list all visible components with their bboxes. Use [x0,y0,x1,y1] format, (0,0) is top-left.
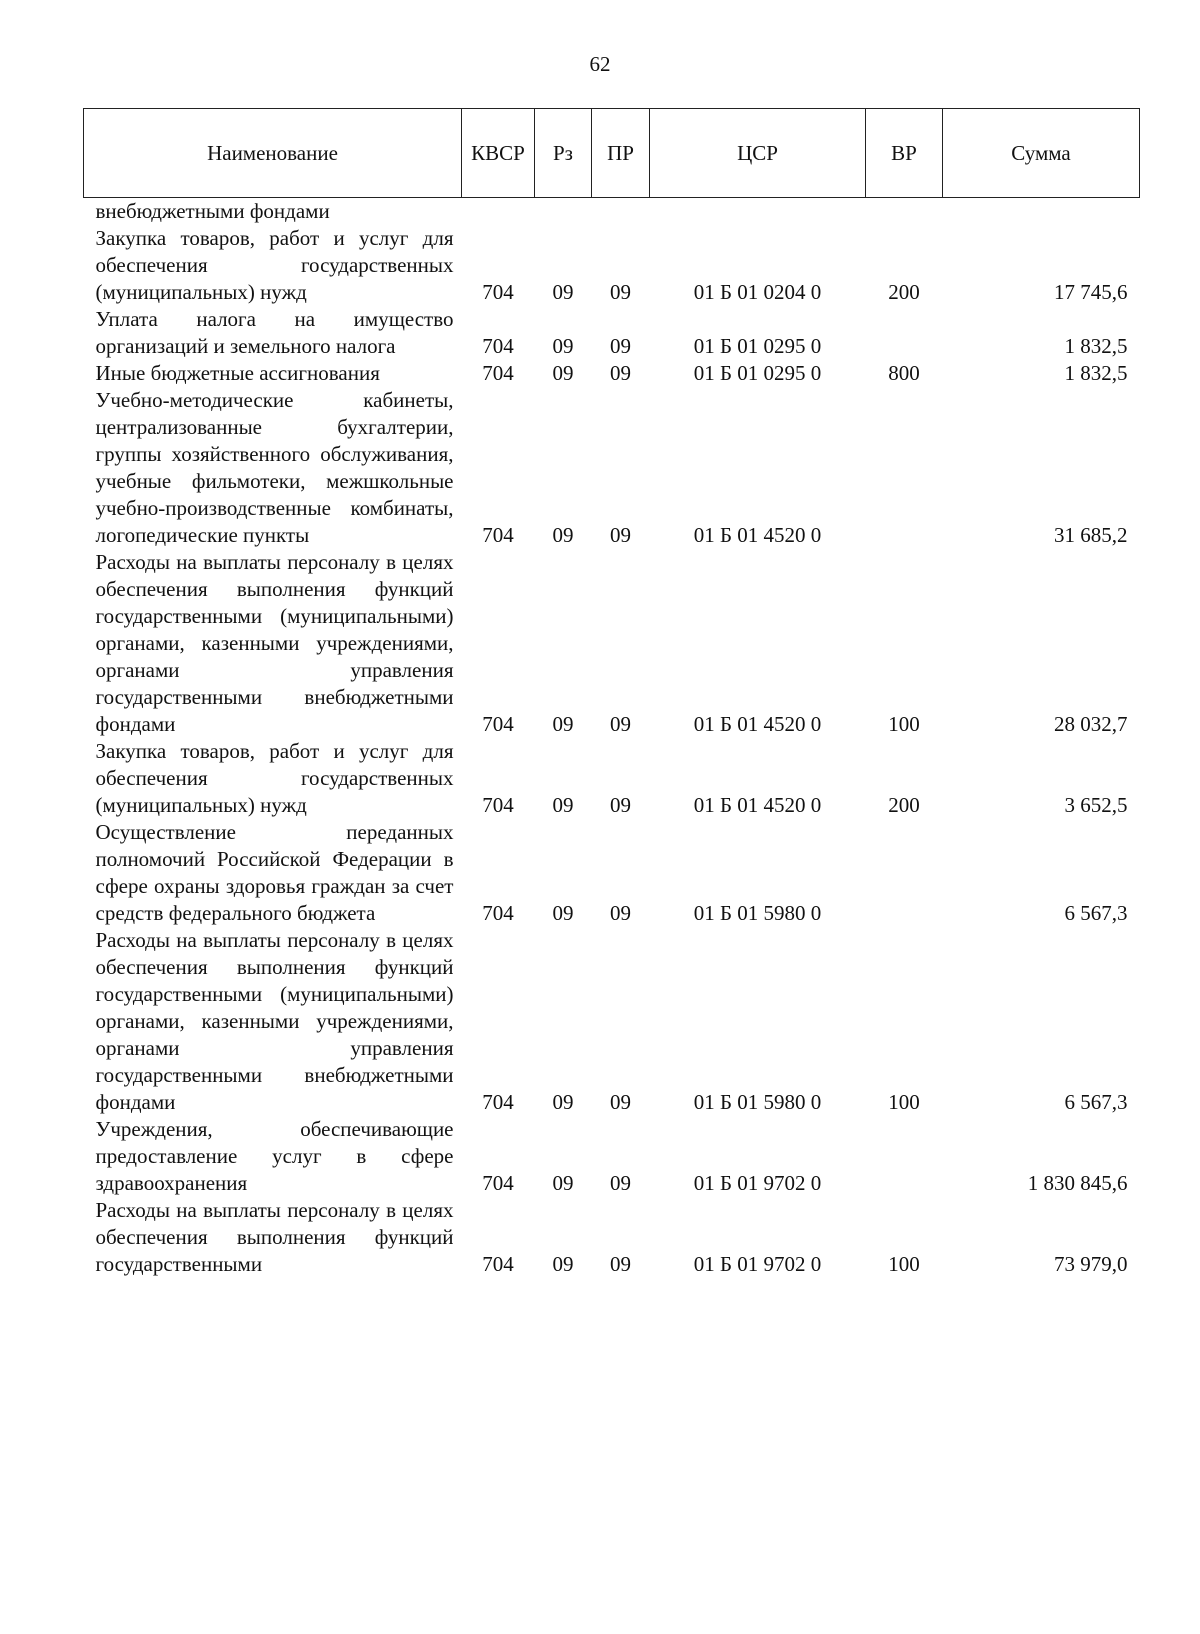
row-rz: 09 [552,1252,574,1276]
row-csr: 01 Б 01 0204 0 [693,280,822,304]
row-sum: 1 832,5 [1064,361,1128,385]
table-row [84,198,1140,226]
table-body [84,198,1140,1279]
row-rz: 09 [552,712,574,736]
row-name: Расходы на выплаты персоналу в целях обеспечения выполнения функций государственными (муниципальными) органами, казенными учреждениями, органами управления государственными внебюджетными фондами [95,550,454,736]
row-pr: 09 [610,1090,631,1114]
row-sum: 28 032,7 [1054,712,1128,736]
row-kvsr: 704 [482,793,514,817]
row-pr: 09 [610,1252,631,1276]
row-rz: 09 [552,334,574,358]
row-pr: 09 [610,793,631,817]
row-pr: 09 [610,901,631,925]
row-sum [943,198,1140,226]
table-row [84,225,1140,306]
page-number: 62 [589,52,611,76]
table-header [84,109,1140,198]
header-sum: Сумма [943,109,1140,198]
header-rz: Рз [535,109,592,198]
row-name: Закупка товаров, работ и услуг для обеспечения государственных (муниципальных) нужд [95,226,454,304]
row-rz: 09 [552,280,574,304]
row-vr: 100 [888,712,920,736]
row-kvsr: 704 [482,523,514,547]
row-csr: 01 Б 01 4520 0 [693,712,822,736]
row-csr: 01 Б 01 9702 0 [693,1171,822,1195]
row-pr: 09 [610,280,631,304]
row-kvsr: 704 [482,361,514,385]
row-name: Уплата налога на имущество организаций и земельного налога [95,307,454,358]
row-pr: 09 [610,1171,631,1195]
row-name: Учебно-методические кабинеты, централизованные бухгалтерии, группы хозяйственного обслуживания, учебные фильмотеки, межшкольные учебно-производственные комбинаты, логопедические пункты [95,388,454,547]
row-csr: 01 Б 01 9702 0 [693,1252,822,1276]
row-rz: 09 [552,1090,574,1114]
table-row [84,306,1140,360]
row-rz: 09 [552,523,574,547]
row-name: Закупка товаров, работ и услуг для обеспечения государственных (муниципальных) нужд [95,739,454,817]
row-kvsr: 704 [482,280,514,304]
row-vr [866,306,943,360]
row-sum: 3 652,5 [1064,793,1128,817]
row-kvsr: 704 [482,901,514,925]
row-kvsr: 704 [482,1090,514,1114]
row-sum: 17 745,6 [1054,280,1128,304]
row-sum: 31 685,2 [1054,523,1128,547]
table-row [84,360,1140,387]
table-row [84,387,1140,549]
row-sum: 73 979,0 [1054,1252,1128,1276]
row-name: Иные бюджетные ассигнования [95,361,380,385]
row-pr: 09 [610,712,631,736]
table-row [84,927,1140,1116]
row-csr: 01 Б 01 0295 0 [693,334,822,358]
row-name: внебюджетными фондами [95,199,330,223]
row-name: Учреждения, обеспечивающие предоставление услуг в сфере здравоохранения [95,1117,454,1195]
row-vr: 100 [888,1090,920,1114]
row-rz: 09 [552,361,574,385]
row-sum: 1 830 845,6 [1027,1171,1128,1195]
row-sum: 1 832,5 [1064,334,1128,358]
header-csr: ЦСР [650,109,866,198]
row-rz: 09 [552,1171,574,1195]
row-kvsr: 704 [482,334,514,358]
row-csr: 01 Б 01 5980 0 [693,1090,822,1114]
header-kvsr: КВСР [462,109,535,198]
row-rz: 09 [552,901,574,925]
header-row [84,109,1140,198]
row-vr: 100 [888,1252,920,1276]
table-row [84,819,1140,927]
row-kvsr [462,198,535,226]
header-vr: ВР [866,109,943,198]
row-pr [592,198,650,226]
row-pr: 09 [610,361,631,385]
row-rz: 09 [552,793,574,817]
row-vr: 800 [888,361,920,385]
row-vr: 200 [888,280,920,304]
table-row [84,738,1140,819]
table-row [84,1197,1140,1278]
row-pr: 09 [610,334,631,358]
budget-table [83,108,1140,1278]
row-csr: 01 Б 01 5980 0 [693,901,822,925]
row-pr: 09 [610,523,631,547]
row-vr [866,387,943,549]
row-csr: 01 Б 01 4520 0 [693,793,822,817]
row-sum: 6 567,3 [1064,901,1128,925]
row-name: Расходы на выплаты персоналу в целях обеспечения выполнения функций государственными (муниципальными) органами, казенными учреждениями, органами управления государственными внебюджетными фондами [95,928,454,1114]
row-vr [866,1116,943,1197]
row-name: Осуществление переданных полномочий Российской Федерации в сфере охраны здоровья граждан за счет средств федерального бюджета [95,820,454,925]
row-csr: 01 Б 01 4520 0 [693,523,822,547]
row-csr: 01 Б 01 0295 0 [693,361,822,385]
row-kvsr: 704 [482,712,514,736]
row-name: Расходы на выплаты персоналу в целях обеспечения выполнения функций государственными [95,1198,454,1276]
table-row [84,1116,1140,1197]
header-name: Наименование [84,109,462,198]
row-kvsr: 704 [482,1171,514,1195]
table-row [84,549,1140,738]
row-vr [866,819,943,927]
row-sum: 6 567,3 [1064,1090,1128,1114]
row-kvsr: 704 [482,1252,514,1276]
row-vr [866,198,943,226]
row-rz [535,198,592,226]
row-csr [650,198,866,226]
row-vr: 200 [888,793,920,817]
header-pr: ПР [592,109,650,198]
